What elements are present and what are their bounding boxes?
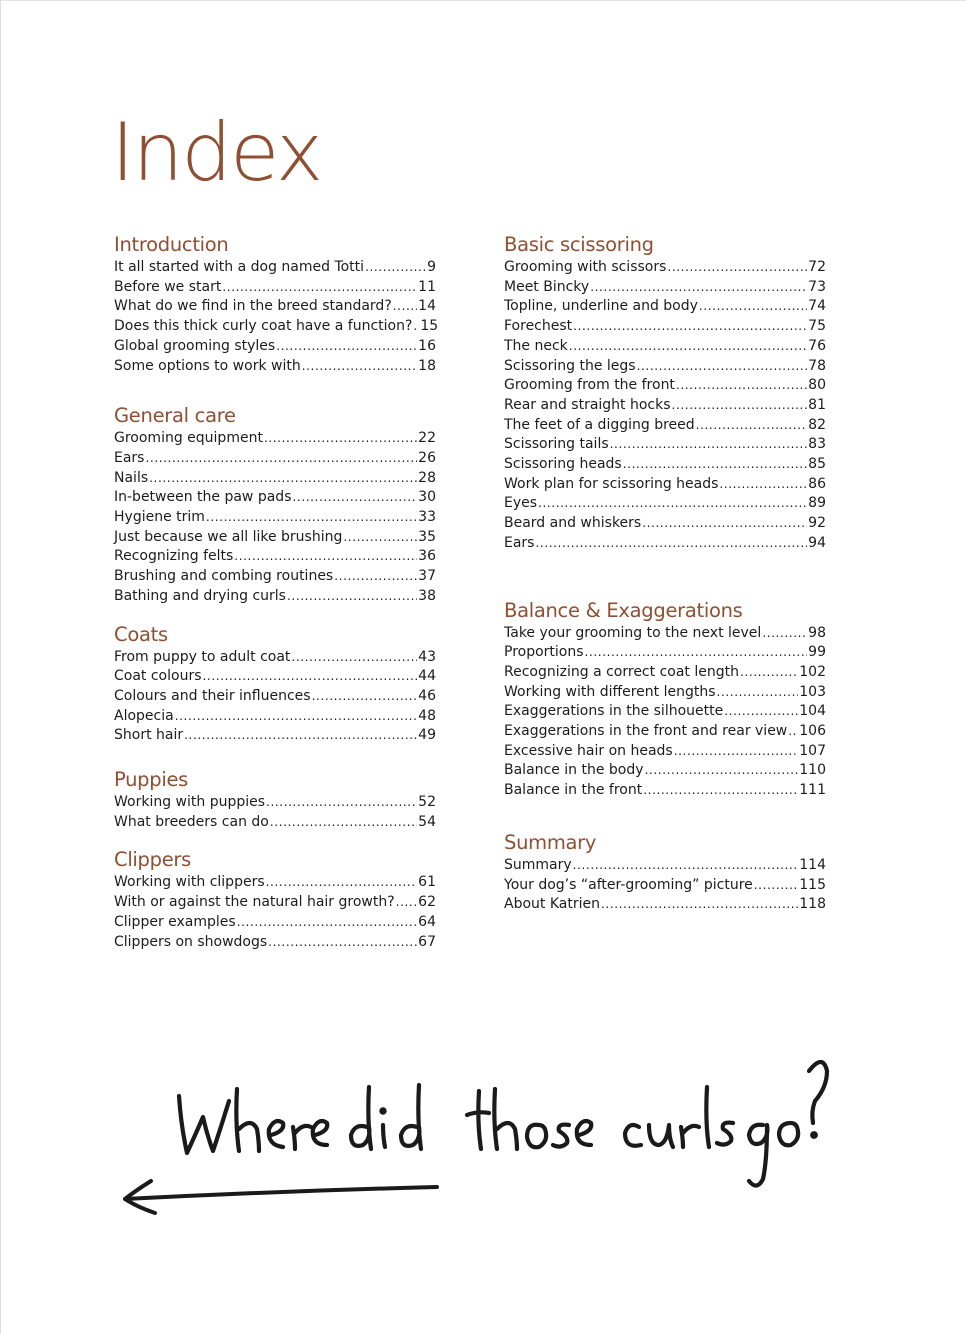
entry-page: 14 <box>418 298 436 315</box>
entry-page: 9 <box>427 259 436 275</box>
section-puppies <box>114 768 436 832</box>
index-entry <box>114 913 436 933</box>
index-entry <box>114 687 436 707</box>
leader-dots <box>645 761 799 781</box>
leader-dots <box>266 793 417 813</box>
entry-title: Alopecia <box>114 707 174 724</box>
index-entry <box>504 895 826 915</box>
entry-page: 46 <box>418 687 436 704</box>
entry-page: 18 <box>418 357 436 374</box>
entry-title: Grooming with scissors <box>504 259 667 275</box>
entry-page: 64 <box>418 913 436 930</box>
index-entry <box>504 514 826 534</box>
index-entry <box>504 416 826 436</box>
entry-title: Exaggerations in the silhouette <box>504 703 724 720</box>
entry-page: 106 <box>799 723 826 740</box>
index-entry <box>114 449 436 469</box>
section-spacer <box>504 801 826 831</box>
leader-dots <box>334 567 417 587</box>
leader-dots <box>788 722 798 742</box>
index-entry <box>114 648 436 668</box>
entry-title: Ears <box>504 534 535 551</box>
index-entry <box>114 488 436 508</box>
entry-page: 114 <box>799 856 826 873</box>
entry-page: 15 <box>420 318 439 335</box>
index-entry <box>504 376 826 396</box>
index-entry <box>504 643 826 663</box>
leader-dots <box>535 534 807 554</box>
entry-title: Brushing and combing routines <box>114 568 334 585</box>
section-general-care <box>114 404 436 606</box>
entry-title: Hygiene trim <box>114 509 205 526</box>
leader-dots <box>762 624 807 644</box>
leader-dots <box>601 895 798 915</box>
entry-page: 111 <box>799 782 826 799</box>
leader-dots <box>145 449 417 469</box>
index-entry <box>504 317 826 337</box>
entry-page: 92 <box>808 515 826 532</box>
entry-page: 36 <box>418 548 436 565</box>
entry-page: 26 <box>418 449 436 466</box>
entry-page: 52 <box>418 794 436 811</box>
entry-title: Meet Bincky <box>504 278 590 295</box>
entry-page: 107 <box>799 742 826 759</box>
entry-page: 11 <box>418 278 436 295</box>
index-entry <box>114 873 436 893</box>
entry-title: Balance in the front <box>504 782 643 799</box>
section-spacer <box>114 832 436 848</box>
entry-title: Scissoring tails <box>504 436 609 453</box>
entry-title: Your dog’s “after-grooming” picture <box>504 876 753 893</box>
entry-title: Grooming equipment <box>114 430 263 447</box>
entry-title: From puppy to adult coat <box>114 648 291 665</box>
entry-page: 115 <box>799 876 826 893</box>
entry-title: Clippers on showdogs <box>114 933 268 950</box>
section-spacer <box>114 746 436 768</box>
entry-page: 22 <box>418 430 436 447</box>
index-entry <box>504 475 826 495</box>
index-entry <box>114 278 436 298</box>
entry-title: Proportions <box>504 644 584 661</box>
section-summary <box>504 831 826 915</box>
leader-dots <box>175 707 417 727</box>
entry-page: 37 <box>418 568 436 585</box>
index-entry <box>114 297 436 317</box>
leader-dots <box>343 528 417 548</box>
index-entry <box>114 258 436 278</box>
leader-dots <box>667 258 807 278</box>
entry-page: 30 <box>418 489 436 506</box>
entry-page: 104 <box>799 703 826 720</box>
index-entry <box>114 587 436 607</box>
index-entry <box>114 357 436 377</box>
entry-title: Summary <box>504 856 572 873</box>
entry-title: Bathing and drying curls <box>114 587 286 604</box>
entry-page: 99 <box>808 644 826 661</box>
index-entry <box>114 508 436 528</box>
index-entry <box>114 707 436 727</box>
entry-title: Recognizing felts <box>114 548 234 565</box>
leader-dots <box>643 781 798 801</box>
leader-dots <box>719 475 807 495</box>
index-entry <box>114 726 436 746</box>
entry-page: 83 <box>808 436 826 453</box>
entry-page: 28 <box>418 469 436 486</box>
entry-title: Grooming from the front <box>504 377 675 394</box>
entry-page: 16 <box>418 337 436 354</box>
entry-page: 102 <box>799 663 826 680</box>
leader-dots <box>396 893 418 913</box>
section-heading: Coats <box>114 622 168 646</box>
leader-dots <box>590 278 807 298</box>
entry-title: Scissoring the legs <box>504 357 636 374</box>
leader-dots <box>291 648 417 668</box>
index-entry <box>114 528 436 548</box>
entry-page: 81 <box>808 396 826 413</box>
leader-dots <box>203 667 418 687</box>
entry-title: Rear and straight hocks <box>504 396 671 413</box>
entry-title: Does this thick curly coat have a function? <box>114 318 413 335</box>
entry-title: Excessive hair on heads <box>504 742 673 759</box>
leader-dots <box>184 726 417 746</box>
leader-dots <box>149 469 417 489</box>
leader-dots <box>287 587 417 607</box>
index-entry <box>504 856 826 876</box>
index-entry <box>114 317 439 337</box>
leader-dots <box>292 488 417 508</box>
entry-title: Colours and their influences <box>114 687 311 704</box>
section-basic-scissoring <box>504 233 826 554</box>
entry-page: 74 <box>808 298 826 315</box>
entry-page: 98 <box>808 624 826 641</box>
index-entry <box>114 933 436 953</box>
index-entry <box>114 813 436 833</box>
section-heading: Introduction <box>114 233 229 256</box>
entry-page: 73 <box>808 278 826 295</box>
leader-dots <box>573 856 799 876</box>
index-entry <box>504 534 826 554</box>
entry-title: The feet of a digging breed <box>504 416 695 433</box>
entry-page: 67 <box>418 933 436 950</box>
entry-title: Eyes <box>504 495 538 512</box>
entry-title: Beard and whiskers <box>504 515 642 532</box>
leader-dots <box>266 873 418 893</box>
arrow-left-icon <box>125 1181 437 1213</box>
index-entry <box>504 702 826 722</box>
entry-page: 49 <box>418 727 436 744</box>
index-entry <box>504 761 826 781</box>
section-balance-exaggerations <box>504 599 826 801</box>
index-entry <box>504 435 826 455</box>
leader-dots <box>696 416 808 436</box>
entry-page: 94 <box>808 534 826 551</box>
entry-page: 80 <box>808 377 826 394</box>
entry-title: Before we start <box>114 278 222 295</box>
entry-title: In-between the paw pads <box>114 489 292 506</box>
leader-dots <box>637 357 808 377</box>
entry-title: Working with different lengths <box>504 683 716 700</box>
index-entry <box>504 396 826 416</box>
leader-dots <box>623 455 807 475</box>
section-heading: Clippers <box>114 848 191 872</box>
leader-dots <box>270 813 417 833</box>
leader-dots <box>642 514 807 534</box>
leader-dots <box>237 913 417 933</box>
index-entry <box>504 876 826 896</box>
leader-dots <box>569 337 807 357</box>
entry-title: It all started with a dog named Totti <box>114 259 365 275</box>
entry-title: Recognizing a correct coat length <box>504 663 739 680</box>
index-entry <box>114 337 436 357</box>
section-spacer <box>114 607 436 623</box>
entry-page: 61 <box>418 874 436 891</box>
section-spacer <box>504 554 826 599</box>
entry-page: 89 <box>808 495 826 512</box>
section-heading: Balance & Exaggerations <box>504 598 743 622</box>
leader-dots <box>222 278 417 298</box>
index-entry <box>114 793 436 813</box>
leader-dots <box>717 683 799 703</box>
entry-page: 103 <box>799 683 826 700</box>
index-entry <box>504 624 826 644</box>
index-entry <box>504 781 826 801</box>
entry-title: With or against the natural hair growth? <box>114 894 395 911</box>
leader-dots <box>740 663 798 683</box>
index-entry <box>504 278 826 298</box>
section-heading: Basic scissoring <box>504 233 654 256</box>
entry-title: Short hair <box>114 727 184 744</box>
leader-dots <box>393 297 417 317</box>
leader-dots <box>676 376 807 396</box>
entry-title: Nails <box>114 469 149 486</box>
entry-page: 86 <box>808 475 826 492</box>
section-coats <box>114 623 436 747</box>
entry-page: 35 <box>418 528 436 545</box>
entry-page: 76 <box>808 337 826 354</box>
entry-title: Work plan for scissoring heads <box>504 475 719 492</box>
section-heading: General care <box>114 404 236 428</box>
entry-page: 33 <box>418 509 436 526</box>
leader-dots <box>312 687 418 707</box>
entry-page: 43 <box>418 648 436 665</box>
leader-dots <box>573 317 807 337</box>
entry-page: 110 <box>799 762 826 779</box>
entry-page: 48 <box>418 707 436 724</box>
entry-title: What breeders can do <box>114 813 269 830</box>
leader-dots <box>234 547 417 567</box>
leader-dots <box>699 297 807 317</box>
entry-page: 85 <box>808 456 826 473</box>
index-entry <box>504 455 826 475</box>
leader-dots <box>754 876 799 896</box>
entry-title: Global grooming styles <box>114 337 276 354</box>
leader-dots <box>264 429 417 449</box>
entry-title: Working with clippers <box>114 874 265 891</box>
page-title: Index <box>111 106 322 199</box>
entry-page: 82 <box>808 416 826 433</box>
index-entry <box>114 567 436 587</box>
left-column <box>114 233 439 952</box>
entry-page: 118 <box>799 896 826 913</box>
entry-page: 54 <box>418 813 436 830</box>
section-heading: Summary <box>504 830 597 854</box>
entry-title: Clipper examples <box>114 913 236 930</box>
section-introduction <box>114 233 439 376</box>
entry-page: 44 <box>418 668 436 685</box>
entry-title: Forechest <box>504 318 573 335</box>
index-entry <box>504 337 826 357</box>
entry-title: Balance in the body <box>504 762 644 779</box>
entry-title: What do we find in the breed standard? <box>114 298 392 315</box>
index-entry <box>504 683 826 703</box>
leader-dots <box>610 435 808 455</box>
leader-dots <box>365 258 426 278</box>
leader-dots <box>724 702 798 722</box>
index-entry <box>504 357 826 377</box>
right-column <box>504 233 826 915</box>
entry-title: Take your grooming to the next level <box>504 624 762 641</box>
index-entry <box>504 722 826 742</box>
section-clippers <box>114 848 436 952</box>
index-entry <box>504 494 826 514</box>
leader-dots <box>672 396 808 416</box>
entry-title: The neck <box>504 337 568 354</box>
entry-title: Ears <box>114 449 145 466</box>
handwritten-note <box>111 1031 841 1231</box>
section-spacer <box>114 376 436 404</box>
index-entry <box>504 297 826 317</box>
entry-title: About Katrien <box>504 896 600 913</box>
entry-page: 62 <box>418 894 436 911</box>
entry-title: Scissoring heads <box>504 456 622 473</box>
leader-dots <box>302 357 417 377</box>
leader-dots <box>413 317 419 337</box>
entry-title: Working with puppies <box>114 794 266 811</box>
index-entry <box>114 547 436 567</box>
entry-title: Some options to work with <box>114 357 301 374</box>
leader-dots <box>674 742 799 762</box>
entry-page: 72 <box>808 259 826 275</box>
index-entry <box>504 742 826 762</box>
leader-dots <box>268 933 417 953</box>
entry-page: 78 <box>808 357 826 374</box>
index-entry <box>504 663 826 683</box>
entry-title: Just because we all like brushing <box>114 528 343 545</box>
index-entry <box>114 429 436 449</box>
index-entry <box>504 258 826 278</box>
leader-dots <box>276 337 417 357</box>
entry-page: 38 <box>418 587 436 604</box>
entry-title: Coat colours <box>114 668 202 685</box>
index-entry <box>114 667 436 687</box>
entry-title: Exaggerations in the front and rear view <box>504 723 788 740</box>
leader-dots <box>206 508 417 528</box>
index-entry <box>114 893 436 913</box>
leader-dots <box>538 494 807 514</box>
leader-dots <box>585 643 808 663</box>
index-entry <box>114 469 436 489</box>
entry-page: 75 <box>808 318 826 335</box>
entry-title: Topline, underline and body <box>504 298 698 315</box>
section-heading: Puppies <box>114 768 189 792</box>
